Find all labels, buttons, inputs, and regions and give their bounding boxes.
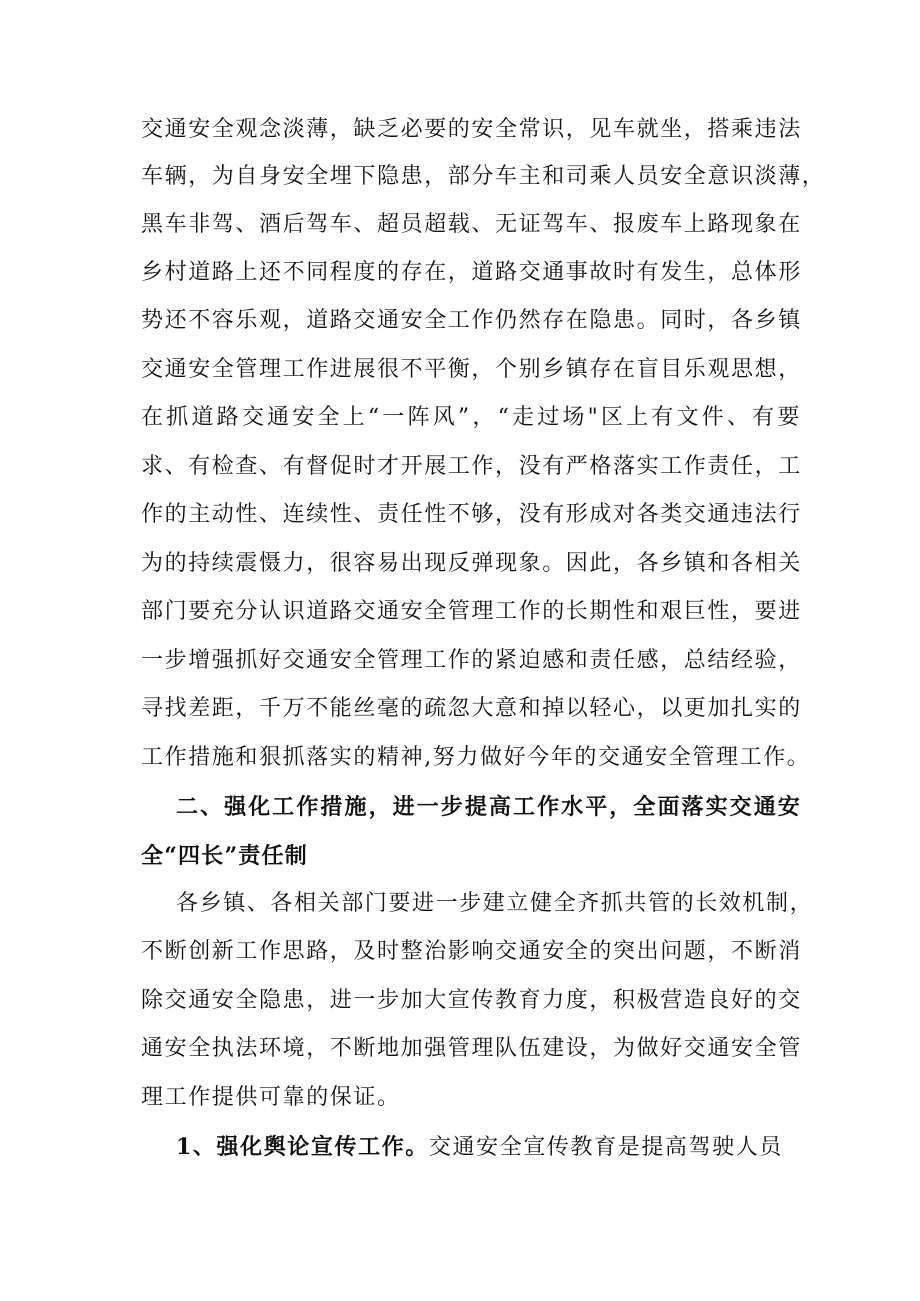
paragraph-line: 车辆，为自身安全埋下隐患，部分车主和司乘人员安全意识淡薄， bbox=[141, 164, 826, 189]
paragraph-line: 求、有检查、有督促时才开展工作，没有严格落实工作责任，工 bbox=[141, 454, 802, 479]
paragraph-line: 通安全执法环境，不断地加强管理队伍建设，为做好交通安全管 bbox=[141, 1036, 802, 1061]
paragraph-line: 作的主动性、连续性、责任性不够，没有形成对各类交通违法行 bbox=[141, 502, 802, 527]
paragraph-line: 各乡镇、各相关部门要进一步建立健全齐抓共管的长效机制， bbox=[176, 891, 814, 916]
paragraph-line: 乡村道路上还不同程度的存在，道路交通事故时有发生，总体形 bbox=[141, 260, 802, 285]
paragraph-line: 寻找差距，千万不能丝毫的疏忽大意和掉以轻心，以更加扎实的 bbox=[141, 696, 802, 721]
paragraph-line: 工作措施和狠抓落实的精神,努力做好今年的交通安全管理工作。 bbox=[141, 745, 811, 770]
paragraph-line: 不断创新工作思路，及时整治影响交通安全的突出问题，不断消 bbox=[141, 939, 802, 964]
paragraph-line: 除交通安全隐患，进一步加大宣传教育力度，积极营造良好的交 bbox=[141, 988, 802, 1013]
section-heading-line: 二、强化工作措施，进一步提高工作水平，全面落实交通安 bbox=[176, 794, 801, 820]
paragraph-line: 势还不容乐观，道路交通安全工作仍然存在隐患。同时，各乡镇 bbox=[141, 308, 802, 333]
section-heading-line: 全“四长”责任制 bbox=[141, 843, 308, 869]
paragraph-line: 为的持续震慑力，很容易出现反弹现象。因此，各乡镇和各相关 bbox=[141, 551, 802, 576]
paragraph-line: 理工作提供可靠的保证。 bbox=[141, 1085, 401, 1110]
item-text: 交通安全宣传教育是提高驾驶人员 bbox=[428, 1135, 783, 1160]
paragraph-line: 黑车非驾、酒后驾车、超员超载、无证驾车、报废车上路现象在 bbox=[141, 212, 802, 237]
paragraph-line: 交通安全观念淡薄，缺乏必要的安全常识，见车就坐，搭乘违法 bbox=[141, 117, 802, 142]
item-title: 1、强化舆论宣传工作。 bbox=[176, 1134, 429, 1160]
paragraph-line: 部门要充分认识道路交通安全管理工作的长期性和艰巨性，要进 bbox=[141, 599, 802, 624]
paragraph-line: 交通安全管理工作进展很不平衡，个别乡镇存在盲目乐观思想， bbox=[141, 357, 802, 382]
paragraph-line: 一步增强抓好交通安全管理工作的紧迫感和责任感，总结经验， bbox=[141, 648, 802, 673]
item-line bbox=[176, 1127, 801, 1167]
paragraph-line: 在抓道路交通安全上“一阵风”，“走过场"区上有文件、有要 bbox=[141, 405, 801, 430]
